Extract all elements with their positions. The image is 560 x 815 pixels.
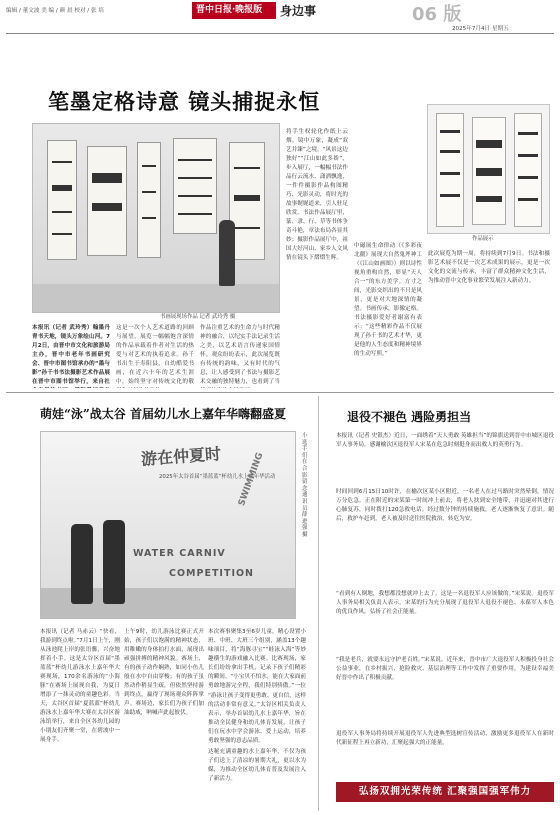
calligraphy-scroll (47, 140, 77, 260)
story3-text: “看到有人倒地，我想都没想就冲上去了，这是一名退役军人应该做的。”宋某说。退役军人事务局相关负责人表示，宋某的行为充分展现了退役军人退役不褪色、永葆军人本色的优良作风，弘扬了社会正能量。 (336, 591, 554, 615)
story2-text: 上午9时，幼儿游泳比赛正式开始，孩子们以饱满的精神状态，用稚嫩的身体拍打水面，展现出顽强拼搏的精神风貌。赛场上，有的孩子动作娴熟，如同小鱼儿般在水中自由穿梭；有的孩子虽然动作稍显生疏，但依然坚持游到终点，赢得了现场观众阵阵掌声。赛场边，家长们为孩子们加油助威，呐喊声此起彼伏。 (124, 629, 204, 716)
story3-column-5 (336, 730, 554, 776)
photo-water-carnival-text: WATER CARNIV (133, 548, 226, 559)
story2-text: 本次赛事聚集3至6岁儿童，精心设置小班、中班、大班三个组别，涵盖13个趣味项目，将“海豚寻宝”“蛙泳入海”等妙趣横生的游戏融入比赛。比赛现场，家长们纷纷拿出手机，记录下孩子们精彩的瞬间。“小宝贝不怕水，能在大家面前勇敢地游完全程，我们特别骄傲。”一位 (208, 629, 306, 688)
story2-column-5 (208, 748, 306, 804)
swimming-photo-caption: 小选手们在合影留念 通讯员 薛进强 摄 (302, 433, 308, 538)
section-title: 身边事 (280, 4, 317, 18)
story3-text: 退役军人事务局将持续开展退役军人先进典型选树宣传活动，激励更多退役军人在新时代新征程上再立新功，汇聚起强大的正能量。 (336, 731, 554, 746)
photo-banner-text: 游在仲夏时 (140, 444, 222, 469)
headline-veteran-rescue: 退役不褪色 遇险勇担当 (347, 410, 472, 424)
newspaper-logo: 晋中日报·晚报版 (192, 2, 276, 19)
header-rule (6, 33, 554, 34)
page-header (0, 0, 560, 34)
exhibition-photo-caption: 书画展现场作品 记者 武玲秀 摄 (160, 314, 236, 320)
story1-column-6 (428, 250, 550, 388)
exhibition-photo (32, 123, 280, 313)
calligraphy-scroll (472, 117, 506, 225)
story1-text: 这是一次个人艺术道路的回顾与展望，展览一幅幅饱含深情的作品承载着作者对生活的热爱与对艺术的执着追求。孙千书出生于寿阳县，自幼酷爱书画，在近六十年的艺术生涯中，始终坚守对传统文化的敬 (116, 325, 194, 385)
headline-calligraphy-exhibition: 笔墨定格诗意 镜头捕捉永恒 (48, 89, 321, 114)
story3-column-2 (336, 488, 554, 586)
story1-text: 此次展览为期一周，将持续到7月9日。书法和摄影艺术展不仅是一次艺术成果的展示，更是一次文化的交流与传承，丰富了群众精神文化生活，为推动晋中文化事业繁荣发展注入新动力。 (428, 251, 550, 284)
slogan-banner: 弘扬双拥光荣传统 汇聚强国强军伟力 (336, 782, 554, 802)
editor-credits: 编辑 / 董文波 美 编 / 颜 晨 校对 / 张 培 (6, 8, 104, 14)
story2-text: “游泳让孩子变得更勇敢、更自信，这样的活动非常有意义。”太谷区相关负责人表示，举办首届幼儿水上嘉年华，旨在推动全民健身和幼儿体育发展，让孩子们在玩水中学会游泳、爱上运动，培养勇敢坚强的意志品质。 (208, 693, 306, 744)
story1-text: 本报讯（记者 武玲秀）翰墨丹青书天地，镜头万象绘山河。7月2日，由晋中市文化和旅游局主办，晋中市老年书画研究会、晋中市图书馆承办的“墨与影”孙千书书法摄影艺术作品展在晋中市图书馆举行，来自社 (32, 325, 110, 385)
story2-column-4 (208, 692, 306, 744)
photo-competition-text: COMPETITION (169, 568, 255, 579)
story3-text: 本报讯（记者 史银杰）近日，一面绣着“天人勇敢 英雄担当”的锦旗送到晋中市城区退役军人事务局，感谢榆次区退役军人宋某在危急时刻挺身而出救人的英勇行为。 (336, 433, 554, 448)
photo-banner-subtitle: 2025年太谷首届“墨蓝蓝”杯幼儿水上嘉年华活动 (159, 474, 276, 480)
section-divider (6, 392, 554, 393)
page-number: 06 版 (412, 4, 462, 25)
story1-column-4 (200, 324, 280, 388)
child-swimmer-figure (103, 520, 125, 604)
visitor-figure (219, 220, 235, 286)
calligraphy-scroll (173, 138, 217, 234)
story1-text: 中磁展生命律动（《多彩夜北疆》展现大自然鬼斧神工（《江山如画图》）则以诗性视角重构自然，彰显“天人合一”的东方美学。方寸之间，光影交织出的不只是风景，更是对大地深情的凝望。书画传承，影像定格。书法摄影爱好者谢富有表示：“这些精彩作品不仅展现了孙千书的艺术才华，更是他的人生态度和精神境界的生动写照。” (354, 243, 422, 357)
story3-column-3 (336, 590, 554, 652)
story2-column-1 (40, 628, 120, 804)
story2-text: 达秘充满童趣的水上嘉年华，不仅为孩子们送上了清凉的暑期大礼，更以水为媒，为推动全区幼儿体育普及发展注入了新活力。 (208, 749, 306, 782)
artwork-photo-caption: 作品展示 (472, 236, 494, 242)
photo-swimming-text: SWIMMING (237, 451, 266, 508)
swimming-event-photo (40, 431, 296, 619)
calligraphy-scroll (87, 146, 127, 256)
story1-column-2 (116, 324, 194, 388)
story1-column-3 (286, 128, 348, 388)
story1-column-1 (32, 324, 110, 388)
story3-column-4 (336, 656, 554, 726)
story2-column-3 (208, 628, 306, 688)
story2-text: 本报讯（记者 马赤云）“快看，我游到终点啦。”7月1日上午，刚从泳池爬上岸的张语馨，兴奋地挥着小手。这是太谷区首届“墨蓝蓝”杯幼儿游泳水上嘉年华大赛现场，170余名游泳的“小海豚”在赛场上展现自我，为夏日增添了一抹灵动的童趣色彩。当天，太谷区首届“夏蓝蓝”杯幼儿游泳水上嘉年华大赛在太谷区游泳馆举行，来自全区各幼儿园的小朋友们齐聚一堂，在碧波中一展身手。 (40, 629, 120, 743)
artwork-photo (427, 104, 550, 234)
story2-column-2 (124, 628, 204, 804)
story1-text: 作品注重艺术的生命力与时代精神的融合，以纪实手法记录生活之美，以艺术语言传递家国情怀。观众纷纷表示，此次展览既有传统的韵味，又有时代的气息，让人感受到了书法与摄影艺术交融的独特魅力，也看到了当 (200, 325, 280, 385)
exhibition-floor (33, 284, 279, 312)
calligraphy-scroll (514, 113, 542, 227)
child-swimmer-figure (71, 524, 93, 604)
calligraphy-scroll (137, 142, 161, 258)
story3-text: “我是老兵，就要永远守护老百姓。”宋某说。近年来，晋中市广大退役军人积极投身社会公益事业，在乡村振兴、抢险救灾、基层治理等工作中发挥了重要作用，为建设幸福美好晋中作出了积极贡献。 (336, 657, 554, 681)
story3-column-1 (336, 432, 554, 484)
story1-column-5 (354, 242, 422, 388)
publication-date: 2025年7月4日 星期五 (452, 26, 509, 32)
calligraphy-scroll (436, 113, 464, 227)
column-divider (318, 396, 319, 811)
story1-text: 将手生权轮化作纸上云烟。镜中万象，凝成“双艺并臻”之境。“风景这边独好”“江山如此多娇”，步入展厅，一幅幅书法作品行云流水、潇洒飘逸，一件件摄影作品构图精巧、光影灵动，将时光的故事娓娓道来，引人驻足欣赏。书法作品展厅里，篆、隶、行、草等书体争奇斗艳，章法布局各显其妙；摄影作品展厅中，祖国大好河山、家乡人文风情在镜头下熠熠生辉。 (286, 129, 348, 261)
story3-text: 时间回到6月15日10时许，在榆次区某小区附近，一名老人在过马路时突然晕倒，情况万分危急。正在附近的宋某第一时间冲上前去，将老人扶到安全地带，并迅速对其进行心肺复苏，同时拨打120急救电话。经过数分钟的持续施救，老人逐渐恢复了意识。随后，救护车赶到，老人被及时送往医院救治，转危为安。 (336, 489, 554, 522)
headline-swimming-carnival: 萌娃“泳”战太谷 首届幼儿水上嘉年华嗨翻盛夏 (40, 407, 286, 421)
